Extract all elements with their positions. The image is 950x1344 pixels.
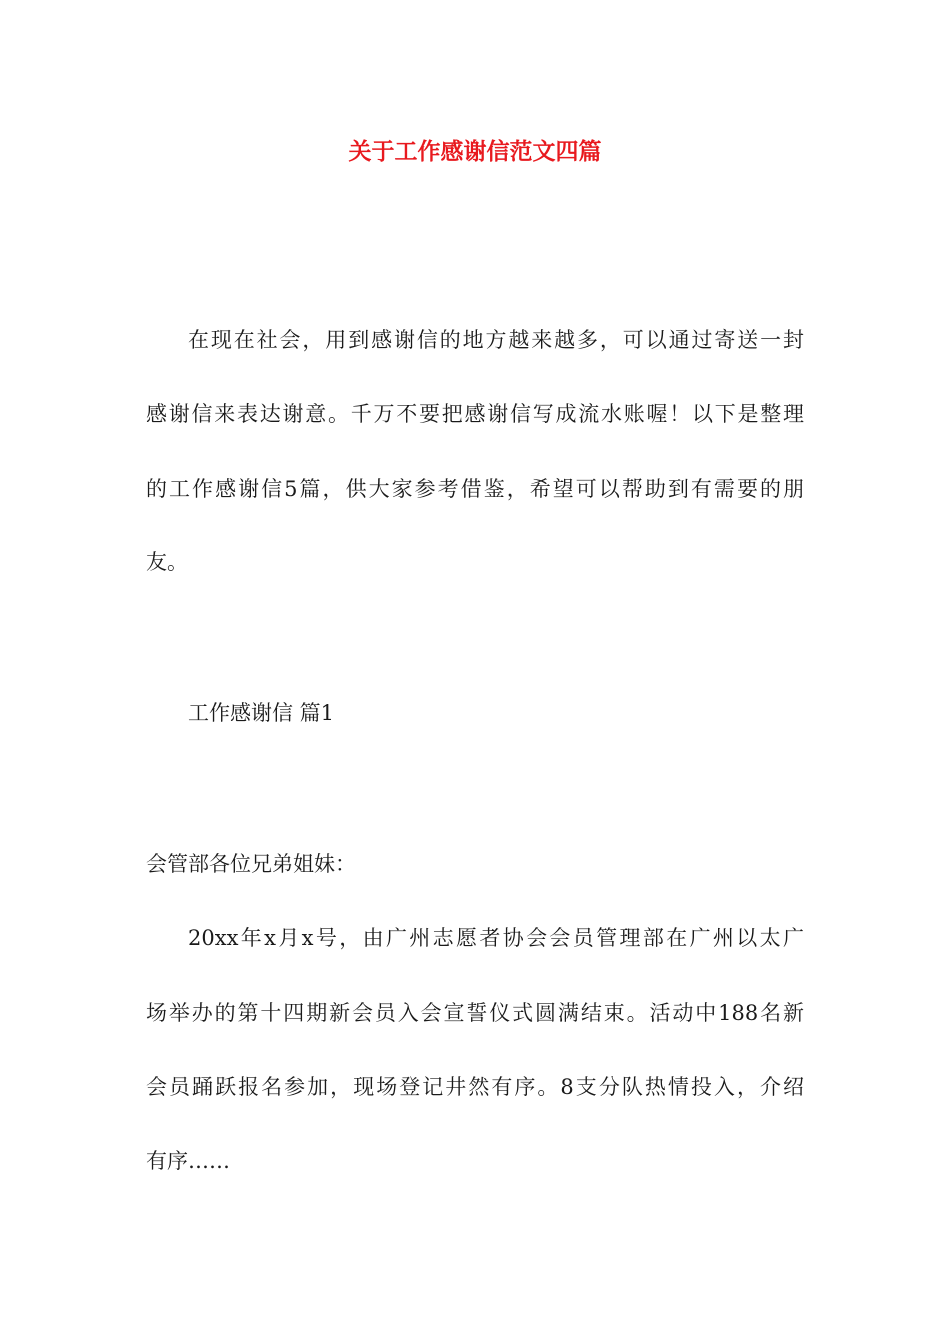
- intro-line-2: 感谢信来表达谢意。千万不要把感谢信写成流水账喔！以下是整理: [146, 402, 804, 426]
- body-line-3: 会员踊跃报名参加，现场登记井然有序。8支分队热情投入，介绍: [146, 1075, 804, 1099]
- salutation: 会管部各位兄弟姐妹：: [146, 852, 356, 876]
- body-line-4: 有序……: [146, 1149, 230, 1173]
- document-title: 关于工作感谢信范文四篇: [348, 139, 602, 165]
- intro-line-3: 的工作感谢信5篇，供大家参考借鉴，希望可以帮助到有需要的朋: [146, 477, 804, 501]
- body-line-2: 场举办的第十四期新会员入会宣誓仪式圆满结束。活动中188名新: [146, 1001, 804, 1025]
- intro-line-4: 友。: [146, 550, 188, 574]
- intro-line-1: 在现在社会，用到感谢信的地方越来越多，可以通过寄送一封: [188, 328, 804, 352]
- body-line-1: 20xx年x月x号，由广州志愿者协会会员管理部在广州以太广: [188, 926, 804, 950]
- section-heading: 工作感谢信 篇1: [188, 701, 335, 725]
